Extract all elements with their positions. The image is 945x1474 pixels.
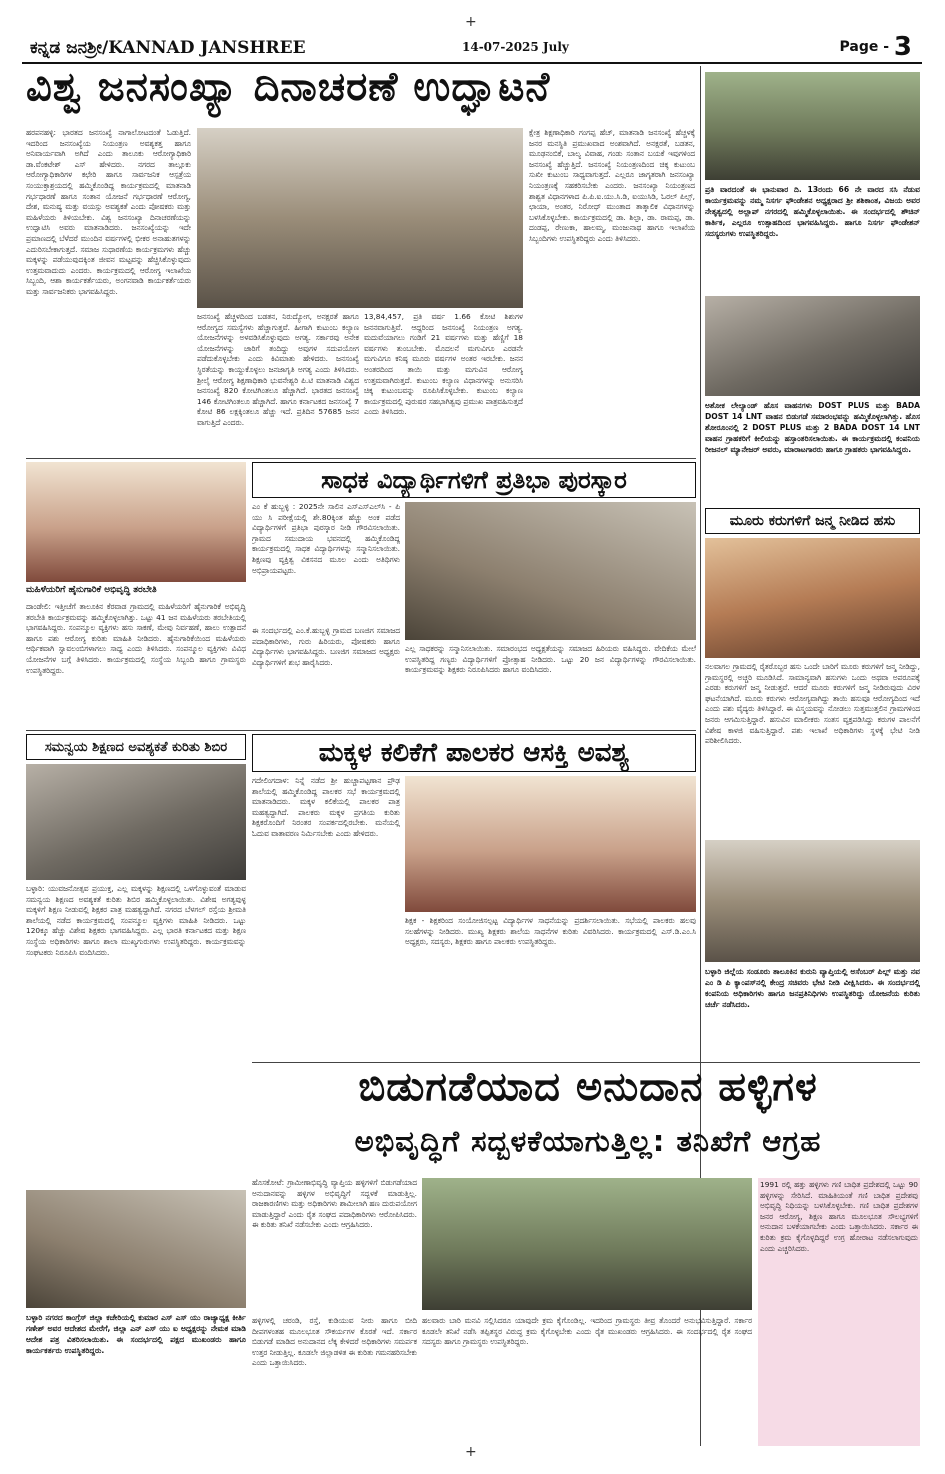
merit-award-headline: ಸಾಧಕ ವಿದ್ಯಾರ್ಥಿಗಳಿಗೆ ಪ್ರತಿಭಾ ಪುರಸ್ಕಾರ <box>252 462 696 498</box>
merit-award-body1: ಎಂ ಕೆ ಹುಬ್ಬಳ್ಳಿ : 2025ನೇ ಸಾಲಿನ ಎಸ್‌ಎಸ್‌ಎಲ್‌ಸಿ - ಪಿ ಯು ಸಿ ಪರೀಕ್ಷೆಯಲ್ಲಿ ಶೇ.80ಕ್ಕಿಂತ ಹೆಚ್ಚು ಅಂಕ ಪಡೆದ ವಿದ್ಯಾರ್ಥಿಗಳಿಗೆ ಪ್ರತಿಭಾ ಪುರಸ್ಕಾರ ನೀಡಿ ಗೌರವಿಸಲಾಯಿತು. ಗ್ರಾಮದ ಸಮುದಾಯ ಭವನದಲ್ಲಿ ಹಮ್ಮಿಕೊಂಡಿದ್ದ ಕಾರ್ಯಕ್ರಮದಲ್ಲಿ ಸಾಧಕ ವಿದ್ಯಾರ್ಥಿಗಳನ್ನು ಸನ್ಮಾನಿಸಲಾಯಿತು. ಶಿಕ್ಷಣವು ವ್ಯಕ್ತಿತ್ವ ವಿಕಸನದ ಮೂಲ ಎಂದು ಅತಿಥಿಗಳು ಅಭಿಪ್ರಾಯಪಟ್ಟರು. <box>252 502 400 575</box>
women-training-body: ದಾಂಡೇಲಿ: ಇತ್ತೀಚೆಗೆ ತಾಲೂಕಿನ ಕೆರವಾಡ ಗ್ರಾಮದಲ್ಲಿ ಮಹಿಳೆಯರಿಗೆ ಹೈನುಗಾರಿಕೆ ಅಭಿವೃದ್ಧಿ ತರಬೇತಿ ಕಾರ್ಯಕ್ರಮವನ್ನು ಹಮ್ಮಿಕೊಳ್ಳಲಾಗಿತ್ತು. ಒಟ್ಟು 41 ಜನ ಮಹಿಳೆಯರು ತರಬೇತಿಯಲ್ಲಿ ಭಾಗವಹಿಸಿದ್ದರು. ಸಂಪನ್ಮೂಲ ವ್ಯಕ್ತಿಗಳು ಹಸು ಸಾಕಣೆ, ಮೇವು ನಿರ್ವಹಣೆ, ಹಾಲು ಉತ್ಪಾದನೆ ಹಾಗೂ ಪಶು ಆರೋಗ್ಯ ಕುರಿತು ಮಾಹಿತಿ ನೀಡಿದರು. ಹೈನುಗಾರಿಕೆಯಿಂದ ಮಹಿಳೆಯರು ಆರ್ಥಿಕವಾಗಿ ಸ್ವಾವಲಂಬಿಗಳಾಗಲು ಸಾಧ್ಯ ಎಂದು ತಿಳಿಸಿದರು. ಸಂಪನ್ಮೂಲ ವ್ಯಕ್ತಿಗಳು ವಿವಿಧ ಯೋಜನೆಗಳ ಬಗ್ಗೆ ತಿಳಿಸಿದರು. ಕಾರ್ಯಕ್ರಮದಲ್ಲಿ ಸಂಸ್ಥೆಯ ಸಿಬ್ಬಂದಿ ಹಾಗೂ ಗ್ರಾಮಸ್ಥರು ಉಪಸ್ಥಿತರಿದ್ದರು. <box>26 602 246 675</box>
population-day-photo <box>197 128 523 308</box>
population-day-col1: ಹರಪನಹಳ್ಳಿ: ಭಾರತದ ಜನಸಂಖ್ಯೆ ನಾಗಾಲೋಟದಂತೆ ಓಡುತ್ತಿದೆ. ಇದರಿಂದ ಜನಸಂಖ್ಯೆಯ ನಿಯಂತ್ರಣ ಅವಶ್ಯಕತ್ತ ಹಾಗೂ ಅನಿವಾರ್ಯವಾಗಿ ಅಗಿದೆ ಎಂದು ತಾಲೂಕು ಆರೋಗ್ಯಾಧಿಕಾರಿ ಡಾ.ವೆಂಕಟೇಶ್ ಎಸ್ ಹೇಳಿದರು. ನಗರದ ತಾಲ್ಲೂಕು ಆರೋಗ್ಯಾಧಿಕಾರಿಗಳ ಕಛೇರಿ ಹಾಗೂ ಸಾರ್ವಜನಿಕ ಆಸ್ಪತ್ರೆಯ ಸಂಯುಕ್ತಾಶ್ರಯದಲ್ಲಿ ಹಮ್ಮಿಕೊಂಡಿದ್ದ ಕಾರ್ಯಕ್ರಮದಲ್ಲಿ ಮಾತನಾಡಿ ಗರ್ಭಧಾರಣೆ ಹಾಗೂ ಸಂತಾನ ಯೋಜನೆ ಗರ್ಭಧಾರಣೆ ಆರೋಗ್ಯ, ದೇಶ, ಮನುಷ್ಯ ಮತ್ತು ವಯಸ್ಸು ಅವಶ್ಯಕತೆ ಎಂದು ಪೋಷಕರು ಮತ್ತು ಮಹಿಳೆಯರು ತಿಳಿಯಬೇಕು. ವಿಶ್ವ ಜನಸಂಖ್ಯಾ ದಿನಾಚರಣೆಯನ್ನು ಉದ್ಘಾಟಿಸಿ ಅವರು ಮಾತನಾಡಿದರು. ಜನಸಂಖ್ಯೆಯನ್ನು ಇದೇ ಪ್ರಮಾಣದಲ್ಲಿ ಬೆಳೆದರೆ ಮುಂದಿನ ವರ್ಷಗಳಲ್ಲಿ ಭೀಕರ ಅನಾಹುತಗಳನ್ನು ಎದುರಿಸಬೇಕಾಗುತ್ತದೆ. ಸಮಾಜ ಸುಧಾರಣೆಯ ಕಾರ್ಯಕ್ರಮಗಳು ಹೆಚ್ಚು ಮಕ್ಕಳನ್ನು ಪಡೆಯುವುದಕ್ಕಿಂತ ಜೀವನ ಮಟ್ಟವನ್ನು ಹೆಚ್ಚಿಸಿಕೊಳ್ಳುವುದು ಉತ್ತಮವಾದುದು ಎಂದರು. ಕಾರ್ಯಕ್ರಮದಲ್ಲಿ ಆರೋಗ್ಯ ಇಲಾಖೆಯ ಸಿಬ್ಬಂದಿ, ಆಶಾ ಕಾರ್ಯಕರ್ತೆಯರು, ಅಂಗನವಾಡಿ ಕಾರ್ಯಕರ್ತೆಯರು ಮತ್ತು ಸಾರ್ವಜನಿಕರು ಭಾಗವಹಿಸಿದ್ದರು. <box>26 128 191 296</box>
section-divider <box>26 458 696 459</box>
calves-photo <box>705 538 920 658</box>
crop-mark-bottom: + <box>465 1444 477 1460</box>
merit-award-body2: ಈ ಸಂದರ್ಭದಲ್ಲಿ ಎಂ.ಕೆ.ಹುಬ್ಬಳ್ಳಿ ಗ್ರಾಮದ ಬಣಜಿಗ ಸಮಾಜದ ಪದಾಧಿಕಾರಿಗಳು, ಗುರು ಹಿರಿಯರು, ಪೋಷಕರು ಹಾಗೂ ವಿದ್ಯಾರ್ಥಿಗಳು ಭಾಗವಹಿಸಿದ್ದರು. ಬಣಜಿಗ ಸಮಾಜದ ಅಧ್ಯಕ್ಷರು ವಿದ್ಯಾರ್ಥಿಗಳಿಗೆ ಶುಭ ಹಾರೈಸಿದರು. <box>252 626 400 667</box>
population-day-col4: ಕ್ಷೇತ್ರ ಶಿಕ್ಷಣಾಧಿಕಾರಿ ಗಂಗಪ್ಪ ಹೆಚ್, ಮಾತನಾಡಿ ಜನಸಂಖ್ಯೆ ಹೆಚ್ಚಳಕ್ಕೆ ಜನರ ಮನಸ್ಥಿತಿ ಪ್ರಮುಖವಾದ ಅಂಶವಾಗಿದೆ. ಅನಕ್ಷರತೆ, ಬಡತನ, ಮೂಢನಂಬಿಕೆ, ಬಾಲ್ಯ ವಿವಾಹ, ಗಂಡು ಸಂತಾನ ಬಯಕೆ ಇವುಗಳಿಂದ ಜನಸಂಖ್ಯೆ ಹೆಚ್ಚುತ್ತಿದೆ. ಜನಸಂಖ್ಯೆ ನಿಯಂತ್ರಣದಿಂದ ಚಿಕ್ಕ ಕುಟುಂಬ ಸುಖೀ ಕುಟುಂಬ ಸಾಧ್ಯವಾಗುತ್ತದೆ. ಎಲ್ಲರೂ ಜಾಗೃತರಾಗಿ ಜನಸಂಖ್ಯಾ ನಿಯಂತ್ರಣಕ್ಕೆ ಸಹಕರಿಸಬೇಕು ಎಂದರು. ಜನಸಂಖ್ಯಾ ನಿಯಂತ್ರಣದ ಶಾಶ್ವತ ವಿಧಾನಗಳಾದ ಪಿ.ಪಿ.ಐ.ಯು.ಸಿ.ಡಿ, ಐಯುಸಿಡಿ, ಓರಲ್ ಪಿಲ್ಸ್, ಛಾಯಾ, ಅಂತರ, ನಿರೋಧ್ ಮುಂತಾದ ತಾತ್ಕಾಲಿಕ ವಿಧಾನಗಳನ್ನು ಬಳಸಿಕೊಳ್ಳಬೇಕು. ಕಾರ್ಯಕ್ರಮದಲ್ಲಿ ಡಾ. ಶಿಲ್ಪಾ, ಡಾ. ರಾಮಪ್ಪ, ಡಾ. ದಂಡಪ್ಪ, ರೇಣುಕಾ, ಹಾಲಮ್ಮ, ಮಂಜುನಾಥ ಹಾಗೂ ಇಲಾಖೆಯ ಸಿಬ್ಬಂದಿಗಳು ಉಪಸ್ಥಿತರಿದ್ದರು ಎಂದು ತಿಳಿಸಿದರು. <box>529 128 695 243</box>
section-divider <box>252 1062 920 1063</box>
crop-mark-top: + <box>465 14 477 30</box>
camp-headline: ಸಮನ್ವಯ ಶಿಕ್ಷಣದ ಅವಶ್ಯಕತೆ ಕುರಿತು ಶಿಬಿರ <box>26 734 246 760</box>
tree-planting-photo <box>705 72 920 180</box>
parents-headline: ಮಕ್ಕಳ ಕಲಿಕೆಗೆ ಪಾಲಕರ ಆಸಕ್ತಿ ಅವಶ್ಯ <box>252 734 696 772</box>
population-day-headline: ವಿಶ್ವ ಜನಸಂಖ್ಯಾ ದಿನಾಚರಣೆ ಉದ್ಘಾಟನೆ <box>26 66 551 110</box>
grants-body3: ಹಲವಾರು ಬಾರಿ ಮನವಿ ಸಲ್ಲಿಸಿದರೂ ಯಾವುದೇ ಕ್ರಮ ಕೈಗೊಂಡಿಲ್ಲ. ಇದರಿಂದ ಗ್ರಾಮಸ್ಥರು ತೀವ್ರ ತೊಂದರೆ ಅನುಭವಿಸುತ್ತಿದ್ದಾರೆ. ಸರ್ಕಾರ ಕೂಡಲೇ ತನಿಖೆ ನಡೆಸಿ ತಪ್ಪಿತಸ್ಥರ ವಿರುದ್ಧ ಕ್ರಮ ಕೈಗೊಳ್ಳಬೇಕು ಎಂದು ರೈತ ಮುಖಂಡರು ಆಗ್ರಹಿಸಿದರು. ಈ ಸಂದರ್ಭದಲ್ಲಿ ರೈತ ಸಂಘದ ಸದಸ್ಯರು ಹಾಗೂ ಗ್ರಾಮಸ್ಥರು ಉಪಸ್ಥಿತರಿದ್ದರು. <box>422 1316 752 1347</box>
grants-body2: ಹಳ್ಳಿಗಳಲ್ಲಿ ಚರಂಡಿ, ರಸ್ತೆ, ಕುಡಿಯುವ ನೀರು ಹಾಗೂ ಬೀದಿ ದೀಪಗಳಂತಹ ಮೂಲಭೂತ ಸೌಕರ್ಯಗಳ ಕೊರತೆ ಇದೆ. ಸರ್ಕಾರ ಬಿಡುಗಡೆ ಮಾಡಿದ ಅನುದಾನದ ಲೆಕ್ಕ ಕೇಳಿದರೆ ಅಧಿಕಾರಿಗಳು ಸಮರ್ಪಕ ಉತ್ತರ ನೀಡುತ್ತಿಲ್ಲ. ಕೂಡಲೇ ಜಿಲ್ಲಾಡಳಿತ ಈ ಕುರಿತು ಗಮನಹರಿಸಬೇಕು ಎಂದು ಒತ್ತಾಯಿಸಿದರು. <box>252 1316 417 1368</box>
women-training-caption: ಮಹಿಳೆಯರಿಗೆ ಹೈನುಗಾರಿಕೆ ಅಭಿವೃದ್ಧಿ ತರಬೇತಿ <box>26 585 157 595</box>
parents-body2: ಶಿಕ್ಷಕ - ಶಿಕ್ಷಕರಿಂದ ಸಂಯೋಜಿಸಲ್ಪಟ್ಟ ವಿದ್ಯಾರ್ಥಿಗಳ ಸಾಧನೆಯನ್ನು ಪ್ರದರ್ಶಿಸಲಾಯಿತು. ಸಭೆಯಲ್ಲಿ ಪಾಲಕರು ಹಲವು ಸಲಹೆಗಳನ್ನು ನೀಡಿದರು. ಮುಖ್ಯ ಶಿಕ್ಷಕರು ಶಾಲೆಯ ಸಾಧನೆಗಳ ಕುರಿತು ವಿವರಿಸಿದರು. ಕಾರ್ಯಕ್ರಮದಲ್ಲಿ ಎಸ್.ಡಿ.ಎಂ.ಸಿ ಅಧ್ಯಕ್ಷರು, ಸದಸ್ಯರು, ಶಿಕ್ಷಕರು ಹಾಗೂ ಪಾಲಕರು ಉಪಸ್ಥಿತರಿದ್ದರು. <box>405 916 696 947</box>
dost-launch-caption: ಅಶೋಕ ಲೇಲ್ಯಾಂಡ್ ಹೊಸ ವಾಹನಗಳು DOST PLUS ಮತ್ತು BADA DOST 14 LNT ವಾಹನ ಬಿಡುಗಡೆ ಸಮಾರಂಭವನ್ನು ಹಮ್ಮಿಕೊಳ್ಳಲಾಗಿತ್ತು. ಹೊಸ ಶೋರೂಂನಲ್ಲಿ 2 DOST PLUS ಮತ್ತು 2 BADA DOST 14 LNT ವಾಹನ ಗ್ರಾಹಕರಿಗೆ ಕೀಲಿಯನ್ನು ಹಸ್ತಾಂತರಿಸಲಾಯಿತು. ಈ ಕಾರ್ಯಕ್ರಮದಲ್ಲಿ ಕಂಪನಿಯ ರೀಜನಲ್ ಮ್ಯಾನೇಜರ್ ಅವರು, ಮಾರಾಟಗಾರರು ಹಾಗೂ ಗ್ರಾಹಕರು ಭಾಗವಹಿಸಿದ್ದರು. <box>705 401 920 454</box>
page-indicator <box>839 32 912 60</box>
masthead-date: 14-07-2025 July <box>462 40 569 54</box>
grants-body4: 1991 ರಲ್ಲಿ ಹತ್ತು ಹಳ್ಳಿಗಳು ಗಣಿ ಬಾಧಿತ ಪ್ರದೇಶದಲ್ಲಿ ಒಟ್ಟು 90 ಹಳ್ಳಿಗಳನ್ನು ಸೇರಿಸಿದೆ. ಮಾಹಿತಿಯಂತೆ ಗಣಿ ಬಾಧಿತ ಪ್ರದೇಶವು ಅಭಿವೃದ್ಧಿ ನಿಧಿಯನ್ನು ಬಳಸಿಕೊಳ್ಳಬೇಕು. ಗಣಿ ಬಾಧಿತ ಪ್ರದೇಶಗಳ ಜನರ ಆರೋಗ್ಯ, ಶಿಕ್ಷಣ ಹಾಗೂ ಮೂಲಭೂತ ಸೌಲಭ್ಯಗಳಿಗೆ ಅನುದಾನ ಬಳಕೆಯಾಗಬೇಕು ಎಂದು ಒತ್ತಾಯಿಸಿದರು. ಸರ್ಕಾರ ಈ ಕುರಿತು ಕ್ರಮ ಕೈಗೊಳ್ಳದಿದ್ದರೆ ಉಗ್ರ ಹೋರಾಟ ನಡೆಸಲಾಗುವುದು ಎಂದು ಎಚ್ಚರಿಸಿದರು. <box>758 1178 920 1446</box>
section-divider <box>26 730 696 731</box>
merit-award-photo <box>405 502 696 640</box>
merit-award-body3: ಎಲ್ಲ ಸಾಧಕರನ್ನು ಸನ್ಮಾನಿಸಲಾಯಿತು. ಸಮಾರಂಭದ ಅಧ್ಯಕ್ಷತೆಯನ್ನು ಸಮಾಜದ ಹಿರಿಯರು ವಹಿಸಿದ್ದರು. ವೇದಿಕೆಯ ಮೇಲೆ ಉಪಸ್ಥಿತರಿದ್ದ ಗಣ್ಯರು ವಿದ್ಯಾರ್ಥಿಗಳಿಗೆ ಪ್ರೋತ್ಸಾಹ ನೀಡಿದರು. ಒಟ್ಟು 20 ಜನ ವಿದ್ಯಾರ್ಥಿಗಳನ್ನು ಗೌರವಿಸಲಾಯಿತು. ಕಾರ್ಯಕ್ರಮವನ್ನು ಶಿಕ್ಷಕರು ನಿರೂಪಿಸಿದರು ಹಾಗೂ ವಂದಿಸಿದರು. <box>405 644 696 675</box>
tree-planting-caption: ಪ್ರತಿ ವಾರದಂತೆ ಈ ಭಾನುವಾರ ದಿ. 13ರಂದು 66 ನೇ ವಾರದ ಸಸಿ ನೆಡುವ ಕಾರ್ಯಕ್ರಮವನ್ನು ನಮ್ಮ ನಿಸರ್ಗ ಫೌಂಡೇಶನ ಅಧ್ಯಕ್ಷರಾದ ಶ್ರೀ ಶಶಿಕಾಂತ, ವಿಜಯ ಅವರ ನೇತೃತ್ವದಲ್ಲಿ ಅಲ್ಲಾಪ್ ನಗರದಲ್ಲಿ ಹಮ್ಮಿಕೊಳ್ಳಲಾಯಿತು. ಈ ಸಂದರ್ಭದಲ್ಲಿ ಶೌಚಿನ್ ಕಾರ್ತಿಕ, ಎಲ್ಲರೂ ಉತ್ಸಾಹದಿಂದ ಭಾಗವಹಿಸಿದ್ದರು. ಹಾಗೂ ನಿಸರ್ಗ ಫೌಂಡೇಶನ್ ಸದಸ್ಯರುಗಳು ಉಪಸ್ಥಿತರಿದ್ದರು. <box>705 185 920 238</box>
calves-body: ನಲವಾಗಲ ಗ್ರಾಮದಲ್ಲಿ ರೈತರೊಬ್ಬರ ಹಸು ಒಂದೇ ಬಾರಿಗೆ ಮೂರು ಕರುಗಳಿಗೆ ಜನ್ಮ ನೀಡಿದ್ದು, ಗ್ರಾಮಸ್ಥರಲ್ಲಿ ಅಚ್ಚರಿ ಮೂಡಿಸಿದೆ. ಸಾಮಾನ್ಯವಾಗಿ ಹಸುಗಳು ಒಂದು ಅಥವಾ ಅಪರೂಪಕ್ಕೆ ಎರಡು ಕರುಗಳಿಗೆ ಜನ್ಮ ನೀಡುತ್ತವೆ. ಆದರೆ ಮೂರು ಕರುಗಳಿಗೆ ಜನ್ಮ ನೀಡಿರುವುದು ವಿರಳ ಘಟನೆಯಾಗಿದೆ. ಮೂರು ಕರುಗಳು ಆರೋಗ್ಯವಾಗಿದ್ದು ತಾಯಿ ಹಸುವೂ ಆರೋಗ್ಯದಿಂದ ಇದೆ ಎಂದು ಪಶು ವೈದ್ಯರು ತಿಳಿಸಿದ್ದಾರೆ. ಈ ವಿಸ್ಮಯವನ್ನು ನೋಡಲು ಸುತ್ತಮುತ್ತಲಿನ ಗ್ರಾಮಗಳಿಂದ ಜನರು ಆಗಮಿಸುತ್ತಿದ್ದಾರೆ. ಹಸುವಿನ ಮಾಲೀಕರು ಸಂತಸ ವ್ಯಕ್ತಪಡಿಸಿದ್ದು ಕರುಗಳ ಪಾಲನೆಗೆ ವಿಶೇಷ ಕಾಳಜಿ ವಹಿಸುತ್ತಿದ್ದಾರೆ. ಪಶು ಇಲಾಖೆ ಅಧಿಕಾರಿಗಳು ಸ್ಥಳಕ್ಕೆ ಭೇಟಿ ನೀಡಿ ಪರಿಶೀಲಿಸಿದರು. <box>705 662 920 746</box>
camp-body: ಬಳ್ಳಾರಿ: ಯುವಜನೋತ್ಸವ ಪ್ರಯುಕ್ತ, ಎಲ್ಲ ಮಕ್ಕಳನ್ನು ಶಿಕ್ಷಣದಲ್ಲಿ ಒಳಗೊಳ್ಳುವಂತೆ ಮಾಡುವ ಸಮನ್ವಯ ಶಿಕ್ಷಣದ ಅವಶ್ಯಕತೆ ಕುರಿತು ಶಿಬಿರ ಹಮ್ಮಿಕೊಳ್ಳಲಾಯಿತು. ವಿಶೇಷ ಅಗತ್ಯವುಳ್ಳ ಮಕ್ಕಳಿಗೆ ಶಿಕ್ಷಣ ನೀಡುವಲ್ಲಿ ಶಿಕ್ಷಕರ ಪಾತ್ರ ಮಹತ್ವದ್ದಾಗಿದೆ. ನಗರದ ಬೆಳಗಲ್ ರಸ್ತೆಯ ಶ್ರೀಮತಿ ಶಾಲೆಯಲ್ಲಿ ನಡೆದ ಕಾರ್ಯಕ್ರಮದಲ್ಲಿ ಸಂಪನ್ಮೂಲ ವ್ಯಕ್ತಿಗಳು ಮಾಹಿತಿ ನೀಡಿದರು. ಒಟ್ಟು 120ಕ್ಕೂ ಹೆಚ್ಚು ವಿಶೇಷ ಶಿಕ್ಷಕರು ಭಾಗವಹಿಸಿದ್ದರು. ಎಲ್ಲ ಭಾರತಿ ಕರ್ನಾಟಕದ ಮತ್ತು ಶಿಕ್ಷಣ ಸಂಸ್ಥೆಯ ಅಧಿಕಾರಿಗಳು ಹಾಗೂ ಶಾಲಾ ಮುಖ್ಯಗುರುಗಳು ಉಪಸ್ಥಿತರಿದ್ದರು. ಕಾರ್ಯಕ್ರಮವನ್ನು ಸಂಘಟಕರು ನಿರೂಪಿಸಿ ವಂದಿಸಿದರು. <box>26 884 246 957</box>
congress-photo <box>26 1190 246 1308</box>
camp-photo <box>26 764 246 880</box>
grants-photo <box>422 1178 752 1310</box>
congress-caption: ಬಳ್ಳಾರಿ ನಗರದ ಕಾಂಗ್ರೆಸ್ ಜಿಲ್ಲಾ ಕಚೇರಿಯಲ್ಲಿ ಕುಮಾರ ಎಸ್ ಎಸ್ ಯು ರಾಜ್ಯಾಧ್ಯಕ್ಷ ಕೀರ್ತಿ ಗಣೇಶ್ ಅವರ ಆದೇಶದ ಮೇರೆಗೆ, ಜಿಲ್ಲಾ ಎನ್ ಎಸ್ ಯು ಐ ಅಧ್ಯಕ್ಷರನ್ನು ನೇಮಕ ಮಾಡಿ ಆದೇಶ ಪತ್ರ ವಿತರಿಸಲಾಯಿತು. ಈ ಸಂದರ್ಭದಲ್ಲಿ ಪಕ್ಷದ ಮುಖಂಡರು ಹಾಗೂ ಕಾರ್ಯಕರ್ತರು ಉಪಸ್ಥಿತರಿದ್ದರು. <box>26 1313 246 1355</box>
masthead-rule <box>22 62 922 64</box>
masthead-title: ಕನ್ನಡ ಜನಶ್ರೀ/KANNAD JANSHREE <box>30 38 306 58</box>
visit-caption: ಬಳ್ಳಾರಿ ಜಿಲ್ಲೆಯ ಸಂಡೂರು ತಾಲೂಕಿನ ಕುರುನಿ ವ್ಯಾಪ್ತಿಯಲ್ಲಿ ಅಸೆಂಬರ್ ಪಿಲ್ಲ್ ಮತ್ತು ನವ ಎಂ ಡಿ ಪಿ ಕ್ಯಾಂಪಸ್‌ನಲ್ಲಿ ಕೇಂದ್ರ ಸಚಿವರು ಭೇಟಿ ನೀಡಿ ವೀಕ್ಷಿಸಿದರು. ಈ ಸಂದರ್ಭದಲ್ಲಿ ಕಂಪನಿಯ ಅಧಿಕಾರಿಗಳು ಹಾಗೂ ಜನಪ್ರತಿನಿಧಿಗಳು ಉಪಸ್ಥಿತರಿದ್ದು ಯೋಜನೆಯ ಕುರಿತು ಚರ್ಚೆ ನಡೆಸಿದರು. <box>705 967 920 1009</box>
grants-headline-line1: ಬಿಡುಗಡೆಯಾದ ಅನುದಾನ ಹಳ್ಳಿಗಳ <box>358 1066 818 1110</box>
grants-headline-line2: ಅಭಿವೃದ್ಧಿಗೆ ಸದ್ಬಳಕೆಯಾಗುತ್ತಿಲ್ಲ: ತನಿಖೆಗೆ ಆಗ್ರಹ <box>354 1126 822 1158</box>
dost-launch-photo <box>705 296 920 396</box>
page-number: 3 <box>893 32 912 60</box>
calves-headline: ಮೂರು ಕರುಗಳಿಗೆ ಜನ್ಮ ನೀಡಿದ ಹಸು <box>705 508 920 534</box>
parents-photo <box>405 776 696 912</box>
page-label: Page - <box>839 39 890 55</box>
population-day-col2: ಜನಸಂಖ್ಯೆ ಹೆಚ್ಚಳದಿಂದ ಬಡತನ, ನಿರುದ್ಯೋಗ, ಅನಕ್ಷರತೆ ಹಾಗೂ ಆರೋಗ್ಯದ ಸಮಸ್ಯೆಗಳು ಹೆಚ್ಚಾಗುತ್ತವೆ. ಹೀಗಾಗಿ ಕುಟುಂಬ ಕಲ್ಯಾಣ ಯೋಜನೆಗಳನ್ನು ಅಳವಡಿಸಿಕೊಳ್ಳುವುದು ಅಗತ್ಯ. ಸರ್ಕಾರವು ಅನೇಕ ಯೋಜನೆಗಳನ್ನು ಜಾರಿಗೆ ತಂದಿದ್ದು ಅವುಗಳ ಸದುಪಯೋಗ ಪಡೆದುಕೊಳ್ಳಬೇಕು ಎಂದು ಕಿವಿಮಾತು ಹೇಳಿದರು. ಜನಸಂಖ್ಯೆ ಸ್ಥಿರತೆಯನ್ನು ಕಾಯ್ದುಕೊಳ್ಳಲು ಜನಜಾಗೃತಿ ಅಗತ್ಯ ಎಂದು ತಿಳಿಸಿದರು. ಶ್ರೀಲೈ ಆರೋಗ್ಯ ಶಿಕ್ಷಣಾಧಿಕಾರಿ ಭುವನೇಶ್ವರಿ ಪಿ.ಟಿ ಮಾತನಾಡಿ ವಿಶ್ವದ ಜನಸಂಖ್ಯೆ 820 ಕೋಟಿಗಿಂತಲೂ ಹೆಚ್ಚಾಗಿದೆ. ಭಾರತದ ಜನಸಂಖ್ಯೆ 146 ಕೋಟಿಗಿಂತಲೂ ಹೆಚ್ಚಾಗಿದೆ. ಹಾಗೂ ಕರ್ನಾಟಕದ ಜನಸಂಖ್ಯೆ 7 ಕೋಟಿ 86 ಲಕ್ಷಕ್ಕಿಂತಲೂ ಹೆಚ್ಚು ಇದೆ. ಪ್ರತಿದಿನ 57685 ಜನನ ವಾಗುತ್ತಿದೆ ಎಂದರು. <box>197 312 359 427</box>
parents-body1: ಗದೇಲಿಂಗದಾಳ: ನಿನ್ನೆ ನಡೆದ ಶ್ರೀ ಹುಚ್ಚಾಪಟ್ಟಣಾನ ಪ್ರೌಢ ಶಾಲೆಯಲ್ಲಿ ಹಮ್ಮಿಕೊಂಡಿದ್ದ ಪಾಲಕರ ಸಭೆ ಕಾರ್ಯಕ್ರಮದಲ್ಲಿ ಮಾತನಾಡಿದರು. ಮಕ್ಕಳ ಕಲಿಕೆಯಲ್ಲಿ ಪಾಲಕರ ಪಾತ್ರ ಮಹತ್ವದ್ದಾಗಿದೆ. ಪಾಲಕರು ಮಕ್ಕಳ ಪ್ರಗತಿಯ ಕುರಿತು ಶಿಕ್ಷಕರೊಂದಿಗೆ ನಿರಂತರ ಸಂಪರ್ಕದಲ್ಲಿರಬೇಕು. ಮನೆಯಲ್ಲಿ ಓದುವ ವಾತಾವರಣ ನಿರ್ಮಿಸಬೇಕು ಎಂದು ಹೇಳಿದರು. <box>252 776 400 838</box>
population-day-col3: 13,84,457, ಪ್ರತಿ ವರ್ಷ 1.66 ಕೋಟಿ ಶಿಶುಗಳ ಜನನವಾಗುತ್ತಿವೆ. ಆದ್ದರಿಂದ ಜನಸಂಖ್ಯೆ ನಿಯಂತ್ರಣ ಅಗತ್ಯ. ಮದುವೆಯಾಗಲು ಗಂಡಿಗೆ 21 ವರ್ಷಗಳು ಮತ್ತು ಹೆಣ್ಣಿಗೆ 18 ವರ್ಷಗಳು ತುಂಬಬೇಕು. ಮೊದಲನೆ ಮಗುವಿಗೂ ಎರಡನೇ ಮಗುವಿಗೂ ಕನಿಷ್ಠ ಮೂರು ವರ್ಷಗಳ ಅಂತರ ಇರಬೇಕು. ಜನನ ಅಂತರದಿಂದ ತಾಯಿ ಮತ್ತು ಮಗುವಿನ ಆರೋಗ್ಯ ಉತ್ತಮವಾಗಿರುತ್ತದೆ. ಕುಟುಂಬ ಕಲ್ಯಾಣ ವಿಧಾನಗಳನ್ನು ಅನುಸರಿಸಿ ಚಿಕ್ಕ ಕುಟುಂಬವನ್ನು ರೂಪಿಸಿಕೊಳ್ಳಬೇಕು. ಕುಟುಂಬ ಕಲ್ಯಾಣ ಕಾರ್ಯಕ್ರಮದಲ್ಲಿ ಪುರುಷರ ಸಹಭಾಗಿತ್ವವು ಪ್ರಮುಖ ಪಾತ್ರವಹಿಸುತ್ತದೆ ಎಂದು ತಿಳಿಸಿದರು. <box>364 312 523 417</box>
grants-body1: ಹೊಸಕೋಟೆ: ಗ್ರಾಮೀಣಾಭಿವೃದ್ಧಿ ವ್ಯಾಪ್ತಿಯ ಹಳ್ಳಿಗಳಿಗೆ ಬಿಡುಗಡೆಯಾದ ಅನುದಾನವನ್ನು ಹಳ್ಳಿಗಳ ಅಭಿವೃದ್ಧಿಗೆ ಸದ್ಬಳಕೆ ಮಾಡುತ್ತಿಲ್ಲ. ರಾಜಕಾರಣಿಗಳು ಮತ್ತು ಅಧಿಕಾರಿಗಳು ಶಾಮೀಲಾಗಿ ಹಣ ದುರುಪಯೋಗ ಮಾಡುತ್ತಿದ್ದಾರೆ ಎಂದು ರೈತ ಸಂಘದ ಪದಾಧಿಕಾರಿಗಳು ಆರೋಪಿಸಿದರು. ಈ ಕುರಿತು ತನಿಖೆ ನಡೆಸಬೇಕು ಎಂದು ಆಗ್ರಹಿಸಿದರು. <box>252 1178 417 1230</box>
women-training-photo <box>26 462 246 582</box>
masthead <box>22 30 922 60</box>
visit-photo <box>705 840 920 962</box>
